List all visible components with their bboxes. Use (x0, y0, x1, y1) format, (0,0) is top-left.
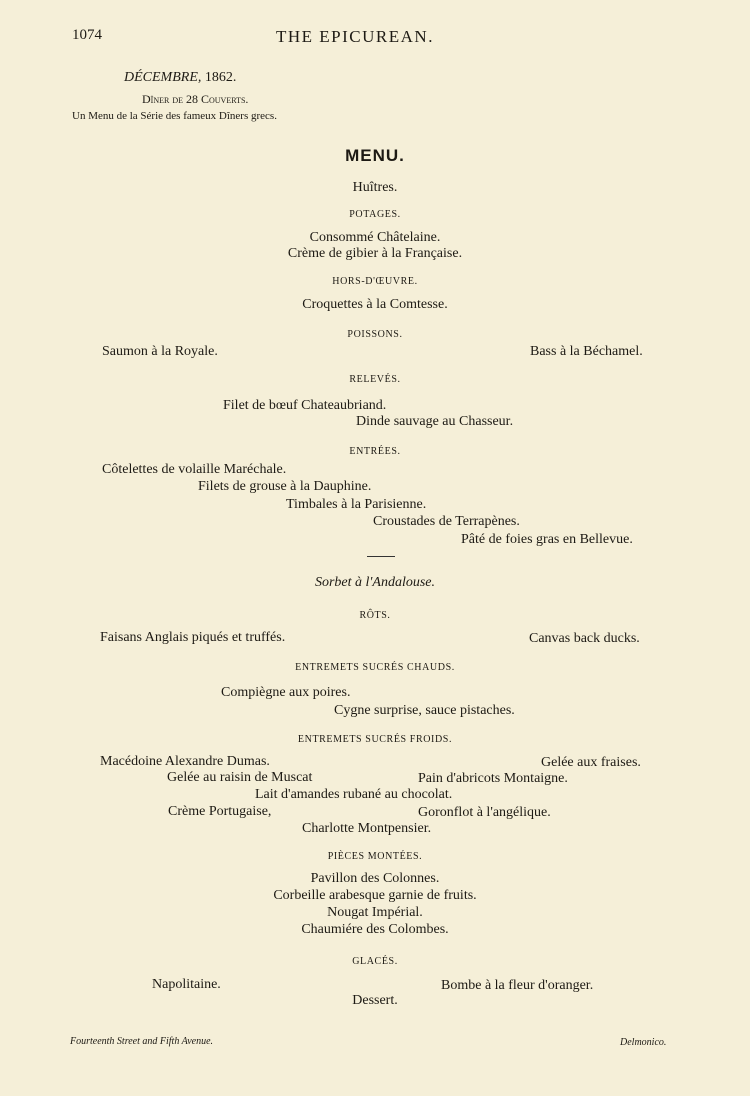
rot-item-1: Faisans Anglais piqués et truffés. (100, 630, 286, 645)
entremets-chauds-heading: ENTREMETS SUCRÉS CHAUDS. (295, 662, 455, 673)
hors-doeuvre-item-1: Croquettes à la Comtesse. (302, 297, 448, 312)
menu-title: MENU. (345, 146, 405, 165)
section-divider (367, 556, 395, 557)
piece-montee-item-3: Nougat Impérial. (327, 905, 423, 920)
poissons-heading: POISSONS. (347, 329, 403, 340)
date-year: 1862. (204, 70, 237, 85)
glaces-heading: GLACÉS. (352, 956, 398, 967)
entremet-froid-item-3: Gelée au raisin de Muscat (167, 770, 313, 785)
poisson-item-1: Saumon à la Royale. (102, 344, 218, 359)
hors-doeuvre-heading: HORS-D'ŒUVRE. (332, 276, 418, 287)
date-month: DÉCEMBRE, (124, 70, 202, 85)
footer-address: Fourteenth Street and Fifth Avenue. (70, 1036, 214, 1047)
series-line: Un Menu de la Série des fameux Dîners grecs. (72, 110, 277, 122)
glace-item-1: Napolitaine. (152, 977, 221, 992)
dinner-line: Dîner de 28 Couverts. (142, 92, 249, 106)
entremets-froids-heading: ENTREMETS SUCRÉS FROIDS. (297, 734, 453, 745)
entree-item-5: Pâté de foies gras en Bellevue. (461, 532, 633, 547)
date-line (124, 71, 236, 85)
rots-heading: RÔTS. (359, 610, 391, 621)
entremet-chaud-item-2: Cygne surprise, sauce pistaches. (334, 703, 515, 718)
piece-montee-item-4: Chaumiére des Colombes. (301, 922, 449, 937)
piece-montee-item-1: Pavillon des Colonnes. (310, 871, 440, 886)
sorbet-item: Sorbet à l'Andalouse. (314, 575, 436, 590)
entremet-froid-item-7: Goronflot à l'angélique. (418, 805, 551, 820)
poisson-item-2: Bass à la Béchamel. (530, 344, 643, 359)
entree-item-3: Timbales à la Parisienne. (286, 497, 427, 512)
potage-item-2: Crème de gibier à la Française. (287, 246, 463, 261)
piece-montee-item-2: Corbeille arabesque garnie de fruits. (273, 888, 477, 903)
entremet-froid-item-5: Lait d'amandes rubané au chocolat. (255, 787, 453, 802)
entremet-froid-item-4: Pain d'abricots Montaigne. (418, 771, 568, 786)
releves-heading: RELEVÉS. (349, 374, 401, 385)
entree-item-4: Croustades de Terrapènes. (373, 514, 520, 529)
entremet-chaud-item-1: Compiègne aux poires. (221, 685, 351, 700)
page-number: 1074 (72, 27, 102, 43)
entremet-froid-item-6: Crème Portugaise, (168, 804, 272, 819)
potage-item-1: Consommé Châtelaine. (309, 230, 441, 245)
entree-item-2: Filets de grouse à la Dauphine. (198, 479, 372, 494)
entremet-froid-item-2: Gelée aux fraises. (541, 755, 641, 770)
pieces-montees-heading: PIÈCES MONTÉES. (327, 851, 423, 862)
running-title: THE EPICUREAN. (276, 27, 434, 46)
entremet-froid-item-1: Macédoine Alexandre Dumas. (100, 754, 270, 769)
releve-item-1: Filet de bœuf Chateaubriand. (223, 398, 387, 413)
glace-item-2: Bombe à la fleur d'oranger. (441, 978, 594, 993)
oysters-item: Huîtres. (352, 180, 398, 195)
entremet-froid-item-8: Charlotte Montpensier. (302, 821, 432, 836)
entrees-heading: ENTRÉES. (349, 446, 401, 457)
entree-item-1: Côtelettes de volaille Maréchale. (102, 462, 287, 477)
footer-restaurant: Delmonico. (620, 1037, 667, 1048)
rot-item-2: Canvas back ducks. (529, 631, 640, 646)
dessert-item: Dessert. (352, 993, 398, 1008)
releve-item-2: Dinde sauvage au Chasseur. (356, 414, 514, 429)
potages-heading: POTAGES. (349, 209, 401, 220)
